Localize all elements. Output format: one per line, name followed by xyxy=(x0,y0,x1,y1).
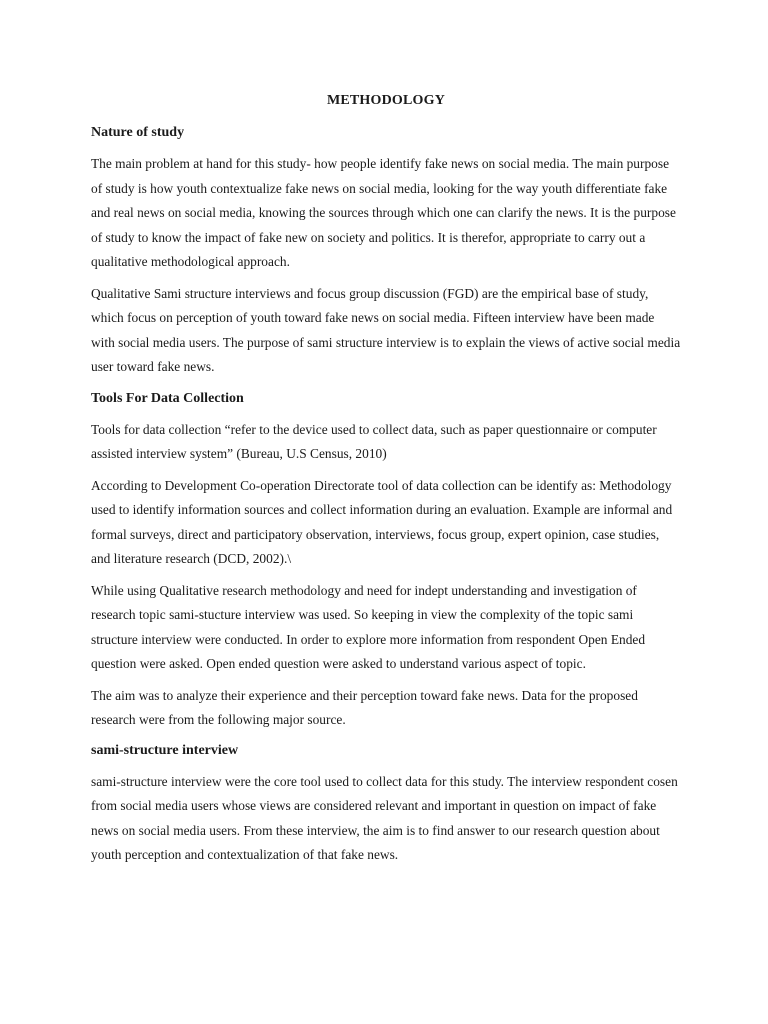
section-tools-for-data-collection xyxy=(91,388,681,733)
section-heading: sami-structure interview xyxy=(91,742,239,758)
section-nature-of-study xyxy=(91,122,681,380)
paragraph: Tools for data collection “refer to the device used to collect data, such as paper questionnaire or computer assisted interview system” (Bureau, U.S Census, 2010) xyxy=(91,421,657,461)
page-title: METHODOLOGY xyxy=(326,93,446,108)
paragraph: The main problem at hand for this study- how people identify fake news on social media. The main purpose of study is how youth contextualize fake news on social media, looking for the way youth differentiate fake and real news on social media, knowing the sources through which one can clarify the news. It is the purpose of study to know the impact of fake new on society and politics. It is therefor, appropriate to carry out a qualitative methodological approach. xyxy=(91,156,676,269)
paragraph: Qualitative Sami structure interviews and focus group discussion (FGD) are the empirical base of study, which focus on perception of youth toward fake news on social media. Fifteen interview have been made with social media users. The purpose of sami structure interview is to explain the views of active social media user toward fake news. xyxy=(91,285,681,374)
paragraph: The aim was to analyze their experience and their perception toward fake news. Data for the proposed research were from the following major source. xyxy=(91,687,638,727)
section-heading: Nature of study xyxy=(91,125,185,140)
section-sami-structure-interview xyxy=(91,740,681,868)
paragraph: sami-structure interview were the core tool used to collect data for this study. The interview respondent cosen from social media users whose views are considered relevant and important in question on impact of fake news on social media users. From these interview, the aim is to find answer to our research question about youth perception and contextualization of that fake news. xyxy=(91,773,678,862)
paragraph: According to Development Co-operation Directorate tool of data collection can be identify as: Methodology used to identify information sources and collect information during an evaluation. Example are informal and formal surveys, direct and participatory observation, interviews, focus group, expert opinion, case studies, and literature research (DCD, 2002).\ xyxy=(91,477,673,566)
section-heading: Tools For Data Collection xyxy=(91,390,244,406)
document-page xyxy=(91,90,681,875)
paragraph: While using Qualitative research methodology and need for indept understanding and investigation of research topic sami-stucture interview was used. So keeping in view the complexity of the topic sami structure interview were conducted. In order to explore more information from respondent Open Ended question were asked. Open ended question were asked to understand various aspect of topic. xyxy=(91,582,646,671)
